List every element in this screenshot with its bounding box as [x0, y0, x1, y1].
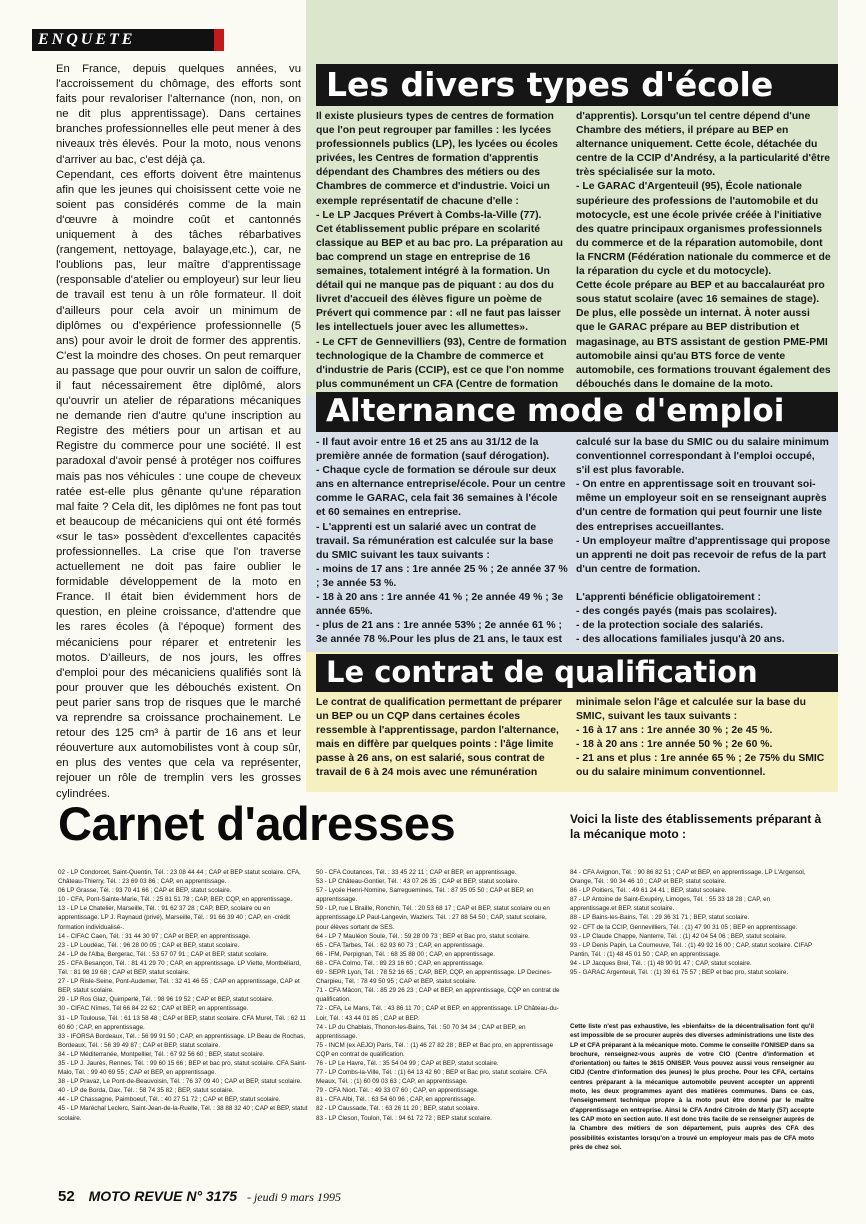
- section-schools-col2: [576, 110, 831, 392]
- issue-date: - jeudi 9 mars 1995: [246, 1190, 341, 1204]
- paragraph: - des allocations familiales jusqu'à 20 ans.: [576, 634, 785, 646]
- list-item: 86 - LP Poitiers, Tél. : 49 61 24 41 ; BEP, statut scolaire.: [570, 887, 727, 895]
- paragraph: - Le GARAC d'Argenteuil (95), École nationale supérieure des professions de l'automobile et du motocycle, est une école privée créée à l'initiative des quatre principaux organismes professionnels du commerce et de la réparation automobile, dont la FNCRM (Fédération nationale du commerce et de la réparation du cycle et du motocycle).: [576, 181, 831, 278]
- paragraph: - Il faut avoir entre 16 et 25 ans au 31/12 de la première année de formation (sauf dérogation).: [316, 437, 550, 463]
- address-list-col2: [316, 868, 560, 1123]
- paragraph: Cet établissement public prépare en scolarité classique au BEP et au bac pro. La préparation au bac comprend un stage en entreprise de 16 semaines, totalement intégré à la formation. Un détail qui ne manque pas de piquant : au dos du livret d'accueil des élèves figure un poème de Prévert qui commence par : «Il ne faut pas laisser les intellectuels jouer avec les allumettes».: [316, 223, 563, 334]
- list-item: 77 - LP Combs-la-Ville, Tél. : (1) 64 13 42 60 ; BEP et Bac pro, statut scolaire. CFA Meaux, Tél. : (1) 60 09 03 63 ; CAP, en apprentissage.: [316, 1069, 547, 1086]
- paragraph: - plus de 21 ans : 1re année 53% ; 2e année 61 % ; 3e année 78 %.Pour les plus de 21 ans, le taux est: [316, 620, 563, 646]
- list-item: 93 - LP Claude Chappe, Nanterre, Tél. : (1) 42 04 54 06 ; BEP, statut scolaire.: [570, 932, 787, 940]
- paragraph: Il existe plusieurs types de centres de formation que l'on peut regrouper par familles : les lycées professionnels publics (LP), les lycées ou écoles privées, les Centres de formation d'apprentis dépendant des Chambres des métiers ou des Chambres de commerce et d'industrie. Voici un exemple représentatif de chacune d'elle :: [316, 111, 558, 207]
- list-item: 13 - LP Le Chatelier, Marseille, Tél. : 91 62 37 28 ; CAP, BEP, scolaire ou en apprentissage. LP J. Raynaud (privé), Marseille, Tél. : 91 66 39 40 ; CAP, en -crédit formation individualisé-.: [58, 905, 291, 931]
- list-item: 31 - LP Toulouse, Tél. : 61 13 58 48 ; CAP et BEP, statut scolaire. CFA Muret, Tél. : 62 11 60 60 ; CAP, en apprentissage.: [58, 1014, 307, 1031]
- list-item: 34 - LP Méditerranée, Montpellier, Tél. : 67 92 56 60 ; BEP, statut scolaire.: [58, 1050, 265, 1058]
- paragraph: d'apprentis). Lorsqu'un tel centre dépend d'une Chambre des métiers, il prépare au BEP en alternance uniquement. Cette école, détachée du centre de la CCIP d'Andrésy, a la particularité d'être très spécialisée sur la moto.: [576, 111, 831, 179]
- list-item: 53 - LP Château-Gontier, Tél. : 43 07 26 35 ; CAP et BEP, statut scolaire.: [316, 878, 520, 886]
- page-number: 52: [58, 1188, 75, 1205]
- section-qualification-col1: [316, 696, 568, 781]
- list-item: 25 - CFA Besançon, Tél. : 81 41 29 70 ; CAP, en apprentissage. LP Viette, Montbéliard, Tél. : 81 98 19 68 ; CAP et BEP, statut scolaire.: [58, 959, 301, 977]
- list-item: 33 - IFORSA Bordeaux, Tél. : 56 99 91 50 ; CAP, en apprentissage. LP Beau de Rochas, Bordeaux, Tél. : 56 39 49 87 ; CAP et BEP, statut scolaire.: [58, 1032, 306, 1049]
- paragraph: - Le CFT de Gennevilliers (93), Centre de formation technologique de la Chambre de commerce et d'industrie de Paris (CCIP), est ce que l'on nomme plus communément un CFA (Centre de formation: [316, 336, 567, 390]
- carnet-title: Carnet d'adresses: [58, 797, 456, 850]
- list-item: 24 - LP de l'Alba, Bergerac, Tél. : 53 57 07 91 ; CAP et BEP, statut scolaire.: [58, 950, 269, 958]
- list-item: 66 - IFM, Perpignan, Tél. : 68 35 88 00 ; CAP, en apprentissage.: [316, 950, 495, 958]
- paragraph: - moins de 17 ans : 1re année 25 % ; 2e année 37 % ; 3e année 53 %.: [316, 563, 568, 589]
- paragraph: - 18 à 20 ans : 1re année 41 % ; 2e année 49 % ; 3e année 65%.: [316, 592, 564, 618]
- section-schools-title: Les divers types d'école: [326, 65, 774, 104]
- section-qualification-title: Le contrat de qualification: [326, 655, 758, 689]
- paragraph: Le contrat de qualification permettant de préparer un BEP ou un CQP dans certaines écoles ressemble à l'apprentissage, pardon l'alternance, mais en diffère par quelques points : l'âge limite passe à 26 ans, on est salarié, sous contrat de travail de 6 à 24 mois avec une rémunération: [316, 697, 562, 779]
- carnet-intro: Voici la liste des établissements préparant à la mécanique moto :: [570, 812, 822, 841]
- list-item: 92 - CFT de la CCIP, Gennevilliers, Tél. : (1) 47 90 31 05 ; BEP en apprentissage.: [570, 923, 798, 931]
- paragraph: - Un employeur maître d'apprentissage qui propose un apprenti ne doit pas recevoir de refus de la part d'un centre de formation.: [576, 535, 831, 575]
- list-item: 50 - CFA Coutances, Tél. : 33 45 22 11 ; CAP et BEP, en apprentissage.: [316, 869, 517, 876]
- list-item: 71 - CFA Mâcon, Tél. : 85 29 26 23 ; CAP et BEP, en apprentissage, CQP en contrat de qualification.: [316, 987, 560, 1004]
- paragraph: - Le LP Jacques Prévert à Combs-la-Ville (77).: [316, 209, 542, 221]
- section-alternance-title: Alternance mode d'emploi: [326, 393, 785, 429]
- section-qualification-col2: [576, 696, 831, 781]
- list-item: 82 - LP Caussade, Tél. : 63 26 11 20 ; BEP, statut scolaire.: [316, 1105, 480, 1113]
- list-item: 14 - CIFAC Caen, Tél. : 31 44 30 97 ; CAP et BEP, en apprentissage.: [58, 932, 251, 940]
- list-item: 59 - LP, rue L Braille, Ronchin, Tél. : 20 53 68 17 ; CAP et BEP, statut scolaire ou en apprentissage.LP Paul-Langevin, Waziers. Tél. : 27 88 54 50 ; CAP, statut scolaire, pour élèves sortant de SES.: [316, 905, 550, 931]
- section-alternance-col1: [316, 436, 568, 647]
- list-item: 65 - CFA Tarbes, Tél. : 62 93 60 73 ; CAP, en apprentissage.: [316, 941, 485, 949]
- paragraph: - 18 à 20 ans : 1re année 50 % ; 2e 60 %.: [576, 739, 773, 751]
- rubrique-label: ENQUETE: [38, 31, 136, 48]
- paragraph: - On entre en apprentissage soit en trouvant soi-même un employeur soit en se renseignant auprès d'un centre de formation qui peut fournir une liste des entreprises accueillantes.: [576, 479, 827, 533]
- left-column-article: [56, 62, 301, 802]
- list-item: 44 - LP Chassagne, Paimboeuf, Tél. : 40 27 51 72 ; CAP et BEP, statut scolaire.: [58, 1096, 281, 1104]
- left-paragraph: En France, depuis quelques années, vu l'accroissement du chômage, des efforts sont faits pour revaloriser l'alternance (non, non, on ne dit plus apprentissage). Dans certaines branches professionnelles elle peut mener à des niveaux très élevés. Pour la moto, nous venons d'arriver au bac, c'est déjà ça.: [56, 63, 301, 166]
- list-item: 64 - LP 7 Mauléon Soule, Tél. : 59 28 09 73 ; BEP et Bac pro, statut scolaire.: [316, 932, 530, 940]
- paragraph: L'apprenti bénéficie obligatoirement :: [576, 591, 761, 603]
- page-footer: [58, 1188, 341, 1212]
- section-schools-header: [316, 64, 838, 106]
- list-item: 35 - LP J. Jaurès, Rennes, Tél. : 99 60 15 66 ; BEP et bac pro, statut scolaire. CFA Saint-Malo, Tél. : 99 40 69 55 ; CAP et BEP, en apprentissage.: [58, 1059, 307, 1077]
- paragraph: - L'apprenti est un salarié avec un contrat de travail. Sa rémunération est calculée sur la base du SMIC suivant les taux suivants :: [316, 521, 554, 561]
- list-item: 27 - LP Risle-Seine, Pont-Audemer, Tél. : 32 41 46 55 ; CAP en apprentissage, CAP et BEP, statut scolaire.: [58, 978, 300, 995]
- list-item: 38 - LP Pravaz, Le Pont-de-Beauvoisin, Tél. : 76 37 09 40 ; CAP et BEP, statut scolaire.: [58, 1078, 302, 1086]
- section-schools-col1: [316, 110, 568, 392]
- list-item: 83 - LP Cleson, Toulon, Tél. : 94 61 72 72 ; BEP statut scolaire.: [316, 1114, 492, 1122]
- list-item: 94 - LP Jacques Brel, Tél. : (1) 48 90 91 47 ; CAP, statut scolaire.: [570, 959, 752, 967]
- section-alternance-col2: [576, 436, 831, 647]
- address-list-col1: [58, 868, 308, 1123]
- paragraph: [576, 577, 831, 591]
- paragraph: - des congés payés (mais pas scolaires).: [576, 606, 777, 618]
- list-item: 10 - CFA, Pont-Sainte-Marie, Tél. : 25 81 51 78 ; CAP, BEP, CQP, en apprentissage.: [58, 896, 293, 904]
- list-item: 95 - GARAC Argenteuil, Tél. : (1) 39 61 75 57 ; BEP et bac pro, statut scolaire.: [570, 969, 789, 977]
- left-paragraph: Cependant, ces efforts doivent être maintenus afin que les jeunes qui choisissent cette voie ne soient pas considérés comme de la main d'œuvre à moindre coût et cantonnés uniquement à des tâches rébarbatives (rangement, nettoyage, balayage,etc.), car, ne l'oublions pas, leur maître d'apprentissage (responsable d'atelier ou employeur) sur leur lieu de travail est tenu à un rôle formateur. Il doit d'ailleurs pour cela avoir un minimum de diplômes ou d'expérience professionnelle (5 ans) pour avoir le droit de former des apprentis. C'est la moindre des choses. On peut remarquer au passage que pour ouvrir un salon de coiffure, il faut nécessairement être diplômé, alors qu'ouvrir un atelier de réparations mécaniques ne demande rien d'autre qu'une inscription au Registre des métiers pour un artisan et au Registre du commerce pour une société. Il est paradoxal d'avoir pensé à protéger nos coiffures mais pas nos véhicules : une coupe de cheveux ratée est-elle plus gênante qu'une réparation mal faite ? Cela dit, les diplômes ne font pas tout et beaucoup de mécaniciens qui ont été formés «sur le tas» possèdent d'excellentes capacités professionnelles. La crise que l'on traverse actuellement ne doit pas faire oublier le formidable développement de la moto en France. Il était bien évidemment hors de question, en pleine croissance, d'attendre que les rares écoles (à l'époque) forment des mécaniciens pour réparer et entretenir les motos. D'ailleurs, de nos jours, les offres d'emploi pour des mécaniciens qualifiés sont là pour prouver que les débouchés existent. On peut parier sans trop de risques que le marché va reprendre sa croissance prochainement. Le retour des 125 cm³ à partir de 16 ans et leur réouverture aux automobilistes vont à coup sûr, en plus des ventes que cela va représenter, rejouer un rôle de tremplin vers les grosses cylindrées.: [56, 168, 301, 800]
- paragraph: minimale selon l'âge et calculée sur la base du SMIC, suivant les taux suivants :: [576, 697, 807, 723]
- list-item: 45 - LP Maréchal Leclerc, Saint-Jean-de-la-Ruelle, Tél. : 38 88 32 40 ; CAP et BEP, statut scolaire.: [58, 1105, 308, 1122]
- list-item: 93 - LP Denis Papin, La Courneuve, Tél. : (1) 49 92 16 00 ; CAP, statut scolaire. CIFAP Pantin, Tél. : (1) 48 45 01 50 ; CAP, en apprentissage.: [570, 941, 813, 958]
- list-item: 72 - CFA, Le Mans, Tél. : 43 86 11 70 ; CAP et BEP, en apprentissage. LP Château-du-Loir, Tél. : 43 44 01 85 ; CAP et BEP.: [316, 1005, 559, 1022]
- list-item: 29 - LP Ros Glaz, Quimperlé, Tél. : 98 96 19 52 ; CAP et BEP, statut scolaire.: [58, 996, 274, 1004]
- list-item: 87 - LP Antoine de Saint-Exupéry, Limoges, Tél. : 55 33 18 28 ; CAP, en apprentissage.et BEP, statut scolaire.: [570, 896, 771, 913]
- list-item: 76 - LP Le Havre, Tél. : 35 54 04 99 ; CAP et BEP, statut scolaire.: [316, 1059, 499, 1067]
- paragraph: - 21 ans et plus : 1re année 65 % ; 2e 75% du SMIC ou du salaire minimum conventionnel.: [576, 753, 825, 779]
- list-item: 79 - CFA Niort. Tél. : 49 33 07 60 ; CAP, en apprentissage.: [316, 1087, 479, 1095]
- section-qualification-header: [316, 654, 838, 692]
- address-list-col3: [570, 868, 816, 977]
- section-alternance-header: [316, 392, 838, 432]
- list-item: 40 - LP de Borda, Dax, Tél. : 58 74 35 82 ; BEP, statut scolaire.: [58, 1087, 234, 1095]
- list-item: 68 - CFA Colmo, Tél. : 89 23 16 60 ; CAP, en apprentissage.: [316, 959, 484, 967]
- paragraph: - Chaque cycle de formation se déroule sur deux ans en alternance entreprise/école. Pour un centre comme le GARAC, cela fait 36 semaines à l'école et 60 semaines en entreprise.: [316, 465, 566, 519]
- paragraph: Cette école prépare au BEP et au baccalauréat pro sous statut scolaire (avec 16 semaines de stage). De plus, elle possède un internat. À noter aussi que le GARAC prépare au BEP distribution et magasinage, au BTS assistant de gestion PME-PMI automobile ainsi qu'au BTS force de vente automobile, ces formations trouvant également des débouchés dans le domaine de la moto.: [576, 280, 831, 390]
- list-item: 75 - INCM (ex AEJO) Paris, Tél. : (1) 46 27 82 28 ; BEP et Bac pro, en apprentissage CQP en contrat de qualification.: [316, 1041, 554, 1058]
- paragraph: calculé sur la base du SMIC ou du salaire minimum conventionnel correspondant à l'emploi occupé, s'il est plus favorable.: [576, 437, 829, 477]
- paragraph: - 16 à 17 ans : 1re année 30 % ; 2e 45 %.: [576, 725, 773, 737]
- list-item: 02 - LP Condorcet, Saint-Quentin, Tél. : 23 08 44 44 ; CAP et BEP statut scolaire. CFA, Château-Thierry, Tél. : 23 69 03 86 ; CAP, en apprentissage.: [58, 869, 301, 886]
- list-item: 84 - CFA Avignon, Tél. : 90 86 82 51 ; CAP et BEP, en apprentissage. LP L'Argensol, Orange, Tél. : 90 34 46 10 ; CAP et BEP, statut scolaire.: [570, 869, 806, 886]
- kicker-accent: [214, 29, 224, 51]
- list-item: 06 LP Grasse, Tél. : 93 70 41 66 ; CAP et BEP, statut scolaire.: [58, 887, 232, 895]
- magazine-name: MOTO REVUE N° 3175: [88, 1188, 238, 1204]
- list-item: 74 - LP du Chablais, Thonon-les-Bains, Tél. : 50 70 34 34 ; CAP et BEP, en apprentissage.: [316, 1023, 526, 1040]
- list-item: 88 - LP Bains-les-Bains, Tél. : 29 36 31 71 ; BEP, statut scolaire.: [570, 914, 750, 922]
- list-item: 57 - Lycée Henri-Nomine, Sarreguemines, Tél. : 87 95 05 50 ; CAP et BEP, en apprentissage.: [316, 887, 534, 904]
- paragraph: - de la protection sociale des salariés.: [576, 620, 764, 632]
- carnet-note: Cette liste n'est pas exhaustive, les «bienfaits» de la décentralisation font qu'il est impossible de se procurer auprès des diverses administrations une liste des LP et CFA préparant à la mécanique moto. Comme le conseille l'ONISEP dans sa brochure, renseignez-vous auprès de votre CIO (Centre d'information et d'orientation) ou faites le 3615 ONISEP. Vous pouvez aussi vous renseigner au CIDJ (Centre d'information des jeunes) le plus proche. Pour les CFA, certains centres préparant à la mécanique automobile peuvent accepter un apprenti moto, les deux programmes ayant des matières communes. Dans ce cas, l'enseignement technique propre à la moto peut être donné par le maître d'apprentissage en entreprise. Ainsi le CFA André Citroën de Marly (57) accepte les CAP moto en section auto. Il est donc très facile de se renseigner auprès de la Chambre des métiers de son département, puis auprès des CFA des possibilités existantes lorsqu'on a trouvé un employeur mais pas de CFA moto près de chez soi.: [570, 1023, 814, 1151]
- list-item: 81 - CFA Albi, Tél. : 63 54 60 96 ; CAP, en apprentissage.: [316, 1096, 476, 1104]
- list-item: 30 - CIFAC Nîmes, Tél 66 84 22 62 ; CAP et BEP, en apprentissage.: [58, 1005, 249, 1013]
- list-item: 69 - SEPR Lyon, Tél. : 78 52 16 65 ; CAP, BEP, CQP, en apprentissage. LP Decines-Charpieu, Tél. : 78 49 50 95 ; CAP et BEP, statut scolaire.: [316, 969, 552, 986]
- list-item: 23 - LP Loudéac, Tél. : 96 28 00 05 ; CAP et BEP, statut scolaire.: [58, 941, 240, 949]
- section-kicker: [32, 29, 224, 51]
